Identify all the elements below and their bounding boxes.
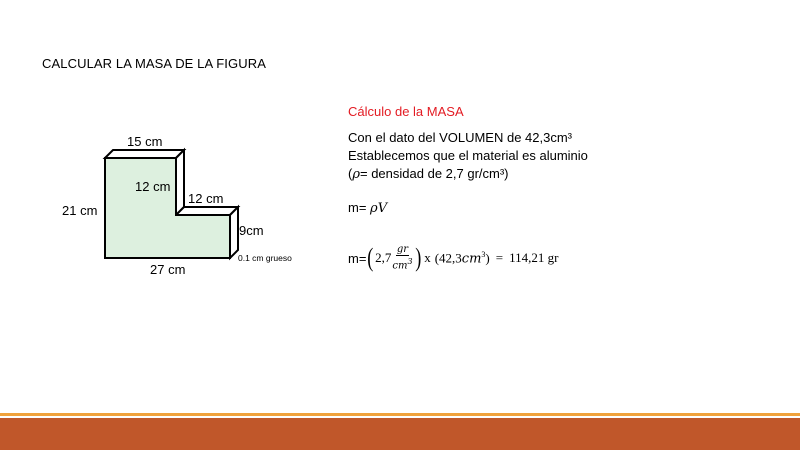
calculation-panel: [348, 104, 768, 184]
right-paren: ): [414, 243, 421, 273]
mass-formula: m= ρV: [348, 200, 388, 216]
left-paren: (: [367, 243, 374, 273]
footer-bar: [0, 418, 800, 450]
label-inner-vertical: 12 cm: [135, 179, 171, 194]
calc-coef: 2,7: [375, 250, 392, 266]
calc-result: 114,21 gr: [509, 250, 559, 266]
calc-equals: =: [495, 250, 504, 266]
label-inner-horizontal: 12 cm: [188, 191, 224, 206]
slide-title: CALCULAR LA MASA DE LA FIGURA: [42, 56, 266, 71]
section-title: Cálculo de la MASA: [348, 104, 464, 119]
l-shape-side-face-lower: [230, 207, 238, 258]
label-left: 21 cm: [62, 203, 98, 218]
calc-volume: $(42,3cm^3)$: [434, 250, 490, 267]
mass-calculation: [348, 244, 558, 272]
density-line: (ρ= densidad de 2,7 gr/cm³): [348, 166, 509, 182]
rho-symbol: ρ: [352, 167, 360, 182]
l-shape-step-top-face: [176, 207, 238, 215]
footer-accent-line: [0, 413, 800, 416]
label-top: 15 cm: [127, 134, 163, 149]
l-shape-side-face-upper: [176, 150, 184, 215]
label-thickness: 0.1 cm grueso: [238, 253, 292, 263]
unit-denominator: $cm^3$: [392, 257, 413, 272]
unit-fraction: [392, 244, 412, 272]
volume-line: Con el dato del VOLUMEN de 42,3cm³: [348, 130, 572, 145]
formula-rhs: ρV: [370, 201, 388, 216]
unit-numerator: gr: [396, 244, 409, 255]
label-bottom: 27 cm: [150, 262, 186, 277]
calc-times: x: [424, 250, 431, 266]
label-right: 9cm: [239, 223, 264, 238]
calc-prefix: m=: [348, 250, 367, 266]
l-shape-top-face: [105, 150, 184, 158]
material-line: Establecemos que el material es aluminio: [348, 148, 588, 163]
